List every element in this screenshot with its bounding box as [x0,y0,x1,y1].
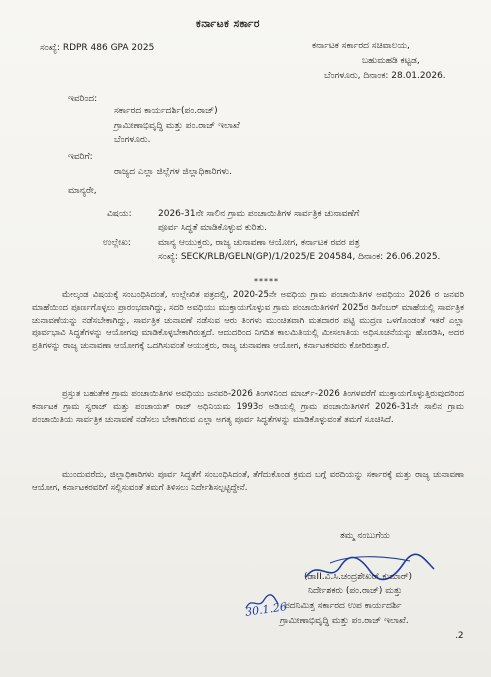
to-label: ಇವರಿಗೆ: [68,152,93,162]
reference-label: ಉಲ್ಲೇಖ: [103,238,131,248]
page-number: .2 [455,631,464,641]
body-paragraph-1: ಮೇಲ್ಕಂಡ ವಿಷಯಕ್ಕೆ ಸಂಬಂಧಿಸಿದಂತೆ, ಉಲ್ಲೇಖಿತ ಪತ್ರದಲ್ಲಿ, 2020-25ನೇ ಅವಧಿಯ ಗ್ರಾಮ ಪಂಚಾಯಿತಿಗಳ ಅವಧಿಯು 2026 ರ ಜನವರಿ ಮಾಹೆಯಿಂದ ಪೂರ್ಣಗೊಳ್ಳಲು ಪ್ರಾರಂಭವಾಗಿದ್ದು, ಸದರಿ ಅವಧಿಯು ಮುಕ್ತಾಯಗೊಳ್ಳುವ ಗ್ರಾಮ ಪಂಚಾಯಿತಿಗಳಿಗೆ 2025ರ ಡಿಸೆಂಬರ್ ಮಾಹೆಯಲ್ಲಿ ಸಾರ್ವತ್ರಿಕ ಚುನಾವಣೆಯನ್ನು ನಡೆಸಬೇಕಾಗಿದ್ದು, ಸಾರ್ವತ್ರಿಕ ಚುನಾವಣೆ ನಡೆಸುವ ಆರು ತಿಂಗಳು ಮುಂಚಿತವಾಗಿ ಮತದಾರರ ಪಟ್ಟಿ ಮುದ್ರಣ ಒಳಗೊಂಡಂತೆ ಇತರೆ ಎಲ್ಲಾ ಪೂರ್ವಭಾವಿ ಸಿದ್ಧತೆಗಳನ್ನು ಆಯೋಗವು ಮಾಡಿಕೊಳ್ಳಬೇಕಾಗಿರುತ್ತದೆ. ಆದುದರಿಂದ ನಿಗದಿತ ಕಾಲಮಿತಿಯಲ್ಲಿ ಮೀಸಲಾತಿಯ ಅಧಿಸೂಚನೆಯನ್ನು ಹೊರಡಿಸಿ, ಅದರ ಪ್ರತಿಗಳನ್ನು ರಾಜ್ಯ ಚುನಾವಣಾ ಆಯೋಗಕ್ಕೆ ಒದಗಿಸುವಂತೆ ಆಯುಕ್ತರು, ರಾಜ್ಯ ಚುನಾವಣಾ ಆಯೋಗ, ಕರ್ನಾಟಕರವರು ಕೋರಿರುತ್ತಾರೆ. [32,290,464,352]
letter-heading: ಕರ್ನಾಟಕ ಸರ್ಕಾರ [196,18,260,30]
salutation: ಮಾನ್ಯರೇ, [68,186,97,196]
signatory-name: (ಡಾII.ವಿ.ಸಿ.ಚಂದ್ರಶೇಖರ್ ಕುಮಾರ್) [304,572,413,582]
subject-line1: 2026-31ನೇ ಸಾಲಿನ ಗ್ರಾಮ ಪಂಚಾಯಿತಿಗಳ ಸಾರ್ವತ್ರಿಕ ಚುನಾವಣೆಗೆ [158,209,360,219]
initials-scribble [244,594,280,612]
subject-line2: ಪೂರ್ವ ಸಿದ್ಧತೆ ಮಾಡಿಕೊಳ್ಳುವ ಕುರಿತು. [158,223,267,233]
signatory-department: ಗ್ರಾಮೀಣಾಭಿವೃದ್ಧಿ ಮತ್ತು ಪಂ.ರಾಜ್ ಇಲಾಖೆ. [280,616,409,626]
reference-line1: ಮಾನ್ಯ ಆಯುಕ್ತರು, ರಾಜ್ಯ ಚುನಾವಣಾ ಆಯೋಗ, ಕರ್ನಾಟಕ ರವರ ಪತ್ರ [158,238,360,248]
body-paragraph-2: ಪ್ರಸ್ತುತ ಬಹುತೇಕ ಗ್ರಾಮ ಪಂಚಾಯಿತಿಗಳ ಅವಧಿಯು ಜನವರಿ-2026 ತಿಂಗಳಿನಿಂದ ಮಾರ್ಚ್-2026 ತಿಂಗಳವರೆಗೆ ಮುಕ್ತಾಯಗೊಳ್ಳುತ್ತಿರುವುದರಿಂದ ಕರ್ನಾಟಕ ಗ್ರಾಮ ಸ್ವರಾಜ್ ಮತ್ತು ಪಂಚಾಯತ್ ರಾಜ್ ಅಧಿನಿಯಮ 1993ರ ಅಡಿಯಲ್ಲಿ ಗ್ರಾಮ ಪಂಚಾಯಿತಿಗಳಿಗೆ 2026-31ನೇ ಸಾಲಿನ ಗ್ರಾಮ ಪಂಚಾಯಿತಿಯ ಸಾರ್ವತ್ರಿಕ ಚುನಾವಣೆ ನಡೆಸಲು ಬೇಕಾಗಿರುವ ಎಲ್ಲಾ ಅಗತ್ಯ ಪೂರ್ವ ಸಿದ್ಧತೆಗಳನ್ನು ಮಾಡಿಕೊಳ್ಳುವಂತೆ ತಮಗೆ ಸೂಚಿಸಿದೆ. [32,389,464,425]
reference-number: ಸಂಖ್ಯೆ: RDPR 486 GPA 2025 [40,43,155,53]
office-address-line1: ಕರ್ನಾಟಕ ಸರ್ಕಾರದ ಸಚಿವಾಲಯ, [312,41,410,51]
subject-label: ವಿಷಯ: [107,209,132,219]
to-line1: ರಾಜ್ಯದ ಎಲ್ಲಾ ಜಿಲ್ಲೆಗಳ ಜಿಲ್ಲಾಧಿಕಾರಿಗಳು. [114,167,232,177]
signature-closing: ತಮ್ಮ ನಂಬುಗೆಯ [340,531,390,541]
office-address-line2: ಬಹುಮಹಡಿ ಕಟ್ಟಡ, [362,56,420,66]
from-label: ಇವರಿಂದ: [68,94,98,104]
reference-line2: ಸಂಖ್ಯೆ: SECK/RLB/GELN(GP)/1/2025/E 204584, ದಿನಾಂಕ: 26.06.2025. [158,252,441,262]
signatory-designation-2: ಪದನಿಮಿತ್ತ ಸರ್ಕಾರದ ಉಪ ಕಾರ್ಯದರ್ಶಿ [284,601,402,611]
signatory-designation-1: ನಿರ್ದೇಶಕರು (ಪಂ.ರಾಜ್) ಮತ್ತು [308,586,403,596]
place-and-date: ಬೆಂಗಳೂರು, ದಿನಾಂಕ: 28.01.2026. [324,71,446,81]
separator-stars: ***** [254,277,279,286]
handwritten-initials-date: 30.1.26 [244,600,288,619]
from-line1: ಸರ್ಕಾರದ ಕಾರ್ಯದರ್ಶಿ(ಪಂ.ರಾಜ್) [114,106,218,116]
from-line3: ಬೆಂಗಳೂರು. [114,135,151,145]
from-line2: ಗ್ರಾಮೀಣಾಭಿವೃದ್ಧಿ ಮತ್ತು ಪಂ.ರಾಜ್ ಇಲಾಖೆ [114,121,240,131]
body-paragraph-3: ಮುಂದುವರೆದು, ಜಿಲ್ಲಾಧಿಕಾರಿಗಳು ಪೂರ್ವ ಸಿದ್ಧತೆಗೆ ಸಂಬಂಧಿಸಿದಂತೆ, ತೆಗೆದುಕೊಂಡ ಕ್ರಮದ ಬಗ್ಗೆ ವರದಿಯನ್ನು ಸರ್ಕಾರಕ್ಕೆ ಮತ್ತು ರಾಜ್ಯ ಚುನಾವಣಾ ಆಯೋಗ, ಕರ್ನಾಟಕರವರಿಗೆ ಸಲ್ಲಿಸುವಂತೆ ತಮಗೆ ತಿಳಿಸಲು ನಿರ್ದೇಶಿಸಲ್ಪಟ್ಟಿದ್ದೇನೆ. [32,470,464,493]
